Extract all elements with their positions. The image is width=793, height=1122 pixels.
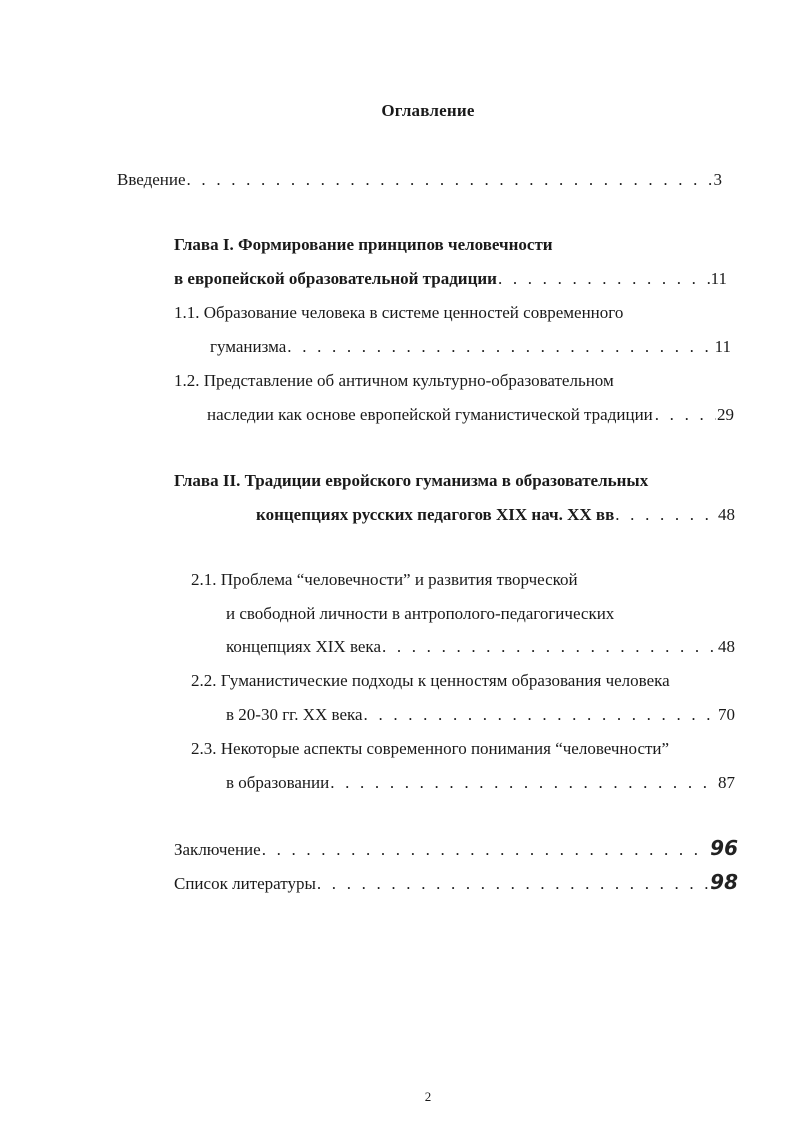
entry-page: 29 xyxy=(717,405,734,424)
dot-leader xyxy=(317,873,709,895)
entry-page: 3 xyxy=(713,170,722,189)
entry-page: 70 xyxy=(718,705,735,724)
toc-title: Оглавление xyxy=(381,101,475,120)
section-2-1-line-2: и свободной личности в антрополого-педагогических xyxy=(226,604,615,623)
dot-leader xyxy=(615,504,717,526)
page-number: 2 xyxy=(424,1089,432,1104)
entry-title: в образовании xyxy=(226,773,330,792)
entry-title: концепциях XIX века xyxy=(226,637,381,656)
toc-entry-conclusion xyxy=(174,837,738,861)
chapter-2-title: Глава II. Традиции евройского гуманизма в образовательных xyxy=(174,471,649,490)
entry-page: 11 xyxy=(710,269,727,288)
entry-title: в 20-30 гг. XX века xyxy=(226,705,363,724)
entry-title: гуманизма xyxy=(210,337,287,356)
section-2-1-title: 2.1. Проблема “человечности” и развития творческой xyxy=(191,570,578,589)
entry-title: Заключение xyxy=(174,840,261,859)
entry-title: наследии как основе европейской гуманистической традиции xyxy=(207,405,653,424)
entry-title: Список литературы xyxy=(174,874,316,893)
entry-page: 48 xyxy=(718,637,735,656)
toc-entry-section-1-1 xyxy=(210,336,731,358)
chapter-1-title: Глава I. Формирование принципов человечности xyxy=(174,235,553,254)
toc-entry-section-2-1 xyxy=(226,636,735,658)
dot-leader xyxy=(262,839,709,861)
toc-entry-section-1-2 xyxy=(207,404,734,426)
dot-leader xyxy=(287,336,713,358)
toc-entry-chapter-2 xyxy=(256,504,735,526)
entry-page: 48 xyxy=(718,505,735,524)
dot-leader xyxy=(330,772,717,794)
entry-page: 87 xyxy=(718,773,735,792)
dot-leader xyxy=(382,636,717,658)
entry-title: концепциях русских педагогов XIX нач. XX вв xyxy=(256,505,615,524)
dot-leader xyxy=(187,169,713,191)
entry-page-handwritten: 96 xyxy=(710,836,738,860)
dot-leader xyxy=(655,404,716,426)
toc-entry-references xyxy=(174,871,738,895)
toc-entry-intro xyxy=(117,169,722,191)
section-1-2-title: 1.2. Представление об античном культурно-образовательном xyxy=(174,371,614,390)
toc-entry-section-2-3 xyxy=(226,772,735,794)
toc-entry-chapter-1 xyxy=(174,268,727,290)
section-1-1-title: 1.1. Образование человека в системе ценностей современного xyxy=(174,303,624,322)
entry-page: 11 xyxy=(714,337,731,356)
entry-title: Введение xyxy=(117,170,186,189)
dot-leader xyxy=(498,268,710,290)
section-2-2-title: 2.2. Гуманистические подходы к ценностям образования человека xyxy=(191,671,670,690)
toc-entry-section-2-2 xyxy=(226,704,735,726)
section-2-3-title: 2.3. Некоторые аспекты современного понимания “человечности” xyxy=(191,739,670,758)
dot-leader xyxy=(364,704,717,726)
entry-page-handwritten: 98 xyxy=(710,870,738,894)
entry-title: в европейской образовательной традиции xyxy=(174,269,497,288)
